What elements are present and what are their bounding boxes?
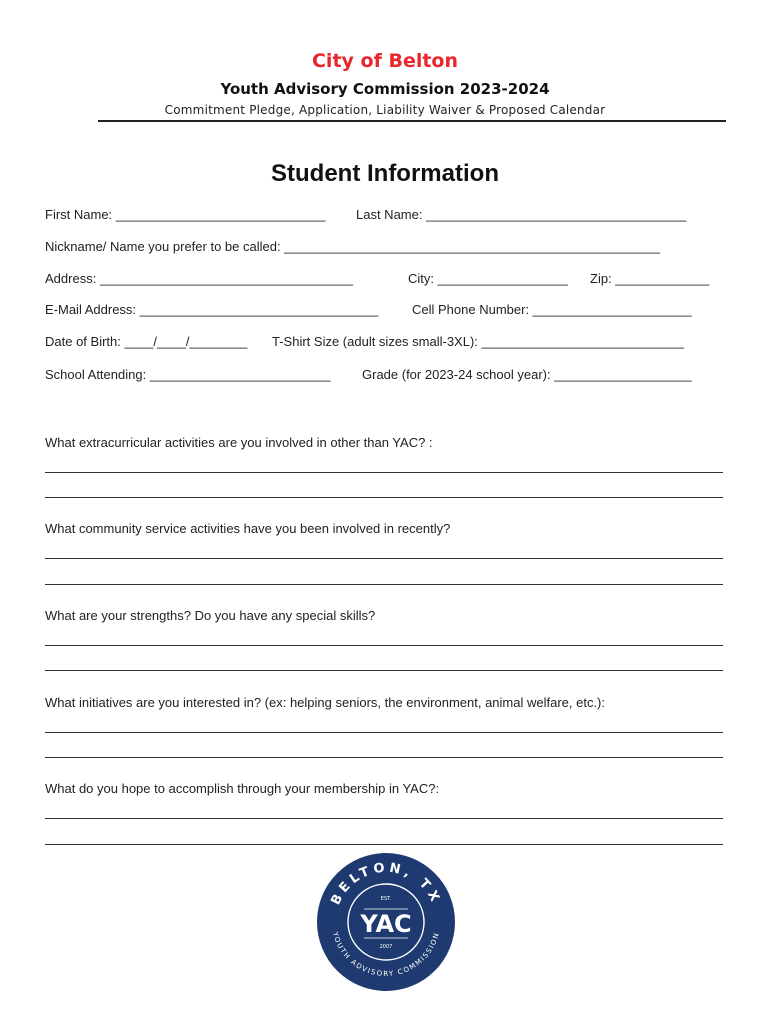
question-extracurricular: What extracurricular activities are you involved in other than YAC? :: [45, 435, 433, 450]
header-rule: [98, 120, 726, 122]
seal-top-text: BELTON, TX: [328, 860, 444, 908]
commission-title: Youth Advisory Commission 2023-2024: [220, 80, 550, 98]
answer-line[interactable]: [45, 558, 723, 559]
question-initiatives: What initiatives are you interested in? (ex: helping seniors, the environment, animal welfare, etc.):: [45, 695, 605, 710]
question-community-service: What community service activities have you been involved in recently?: [45, 521, 451, 536]
question-accomplish: What do you hope to accomplish through your membership in YAC?:: [45, 781, 440, 796]
email-field[interactable]: E-Mail Address: _________________________________: [45, 302, 379, 317]
org-title: City of Belton: [311, 50, 459, 72]
answer-line[interactable]: [45, 732, 723, 733]
tshirt-size-field[interactable]: T-Shirt Size (adult sizes small-3XL): ____________________________: [272, 334, 684, 349]
answer-line[interactable]: [45, 472, 723, 473]
answer-line[interactable]: [45, 670, 723, 671]
document-subtitle: Commitment Pledge, Application, Liability Waiver & Proposed Calendar: [164, 103, 606, 117]
answer-line[interactable]: [45, 497, 723, 498]
zip-field[interactable]: Zip: _____________: [590, 271, 710, 286]
last-name-field[interactable]: Last Name: ____________________________________: [356, 207, 687, 222]
dob-field[interactable]: Date of Birth: ____/____/________: [45, 334, 248, 349]
city-field[interactable]: City: __________________: [408, 271, 568, 286]
seal-center-text: YAC: [360, 910, 412, 938]
answer-line[interactable]: [45, 844, 723, 845]
answer-line[interactable]: [45, 645, 723, 646]
cell-phone-field[interactable]: Cell Phone Number: ______________________: [412, 302, 692, 317]
seal-est-text: EST.: [380, 896, 392, 902]
first-name-field[interactable]: First Name: _____________________________: [45, 207, 326, 222]
answer-line[interactable]: [45, 584, 723, 585]
seal-year-text: 2007: [379, 944, 393, 950]
nickname-field[interactable]: Nickname/ Name you prefer to be called: ____________________________________________________: [45, 239, 661, 254]
section-title: Student Information: [271, 160, 499, 187]
address-field[interactable]: Address: ___________________________________: [45, 271, 353, 286]
grade-field[interactable]: Grade (for 2023-24 school year): ___________________: [362, 367, 692, 382]
yac-seal-logo: [316, 852, 456, 992]
seal-bottom-text: YOUTH ADVISORY COMMISSION: [331, 931, 441, 979]
school-field[interactable]: School Attending: _________________________: [45, 367, 331, 382]
answer-line[interactable]: [45, 757, 723, 758]
answer-line[interactable]: [45, 818, 723, 819]
question-strengths: What are your strengths? Do you have any special skills?: [45, 608, 376, 623]
